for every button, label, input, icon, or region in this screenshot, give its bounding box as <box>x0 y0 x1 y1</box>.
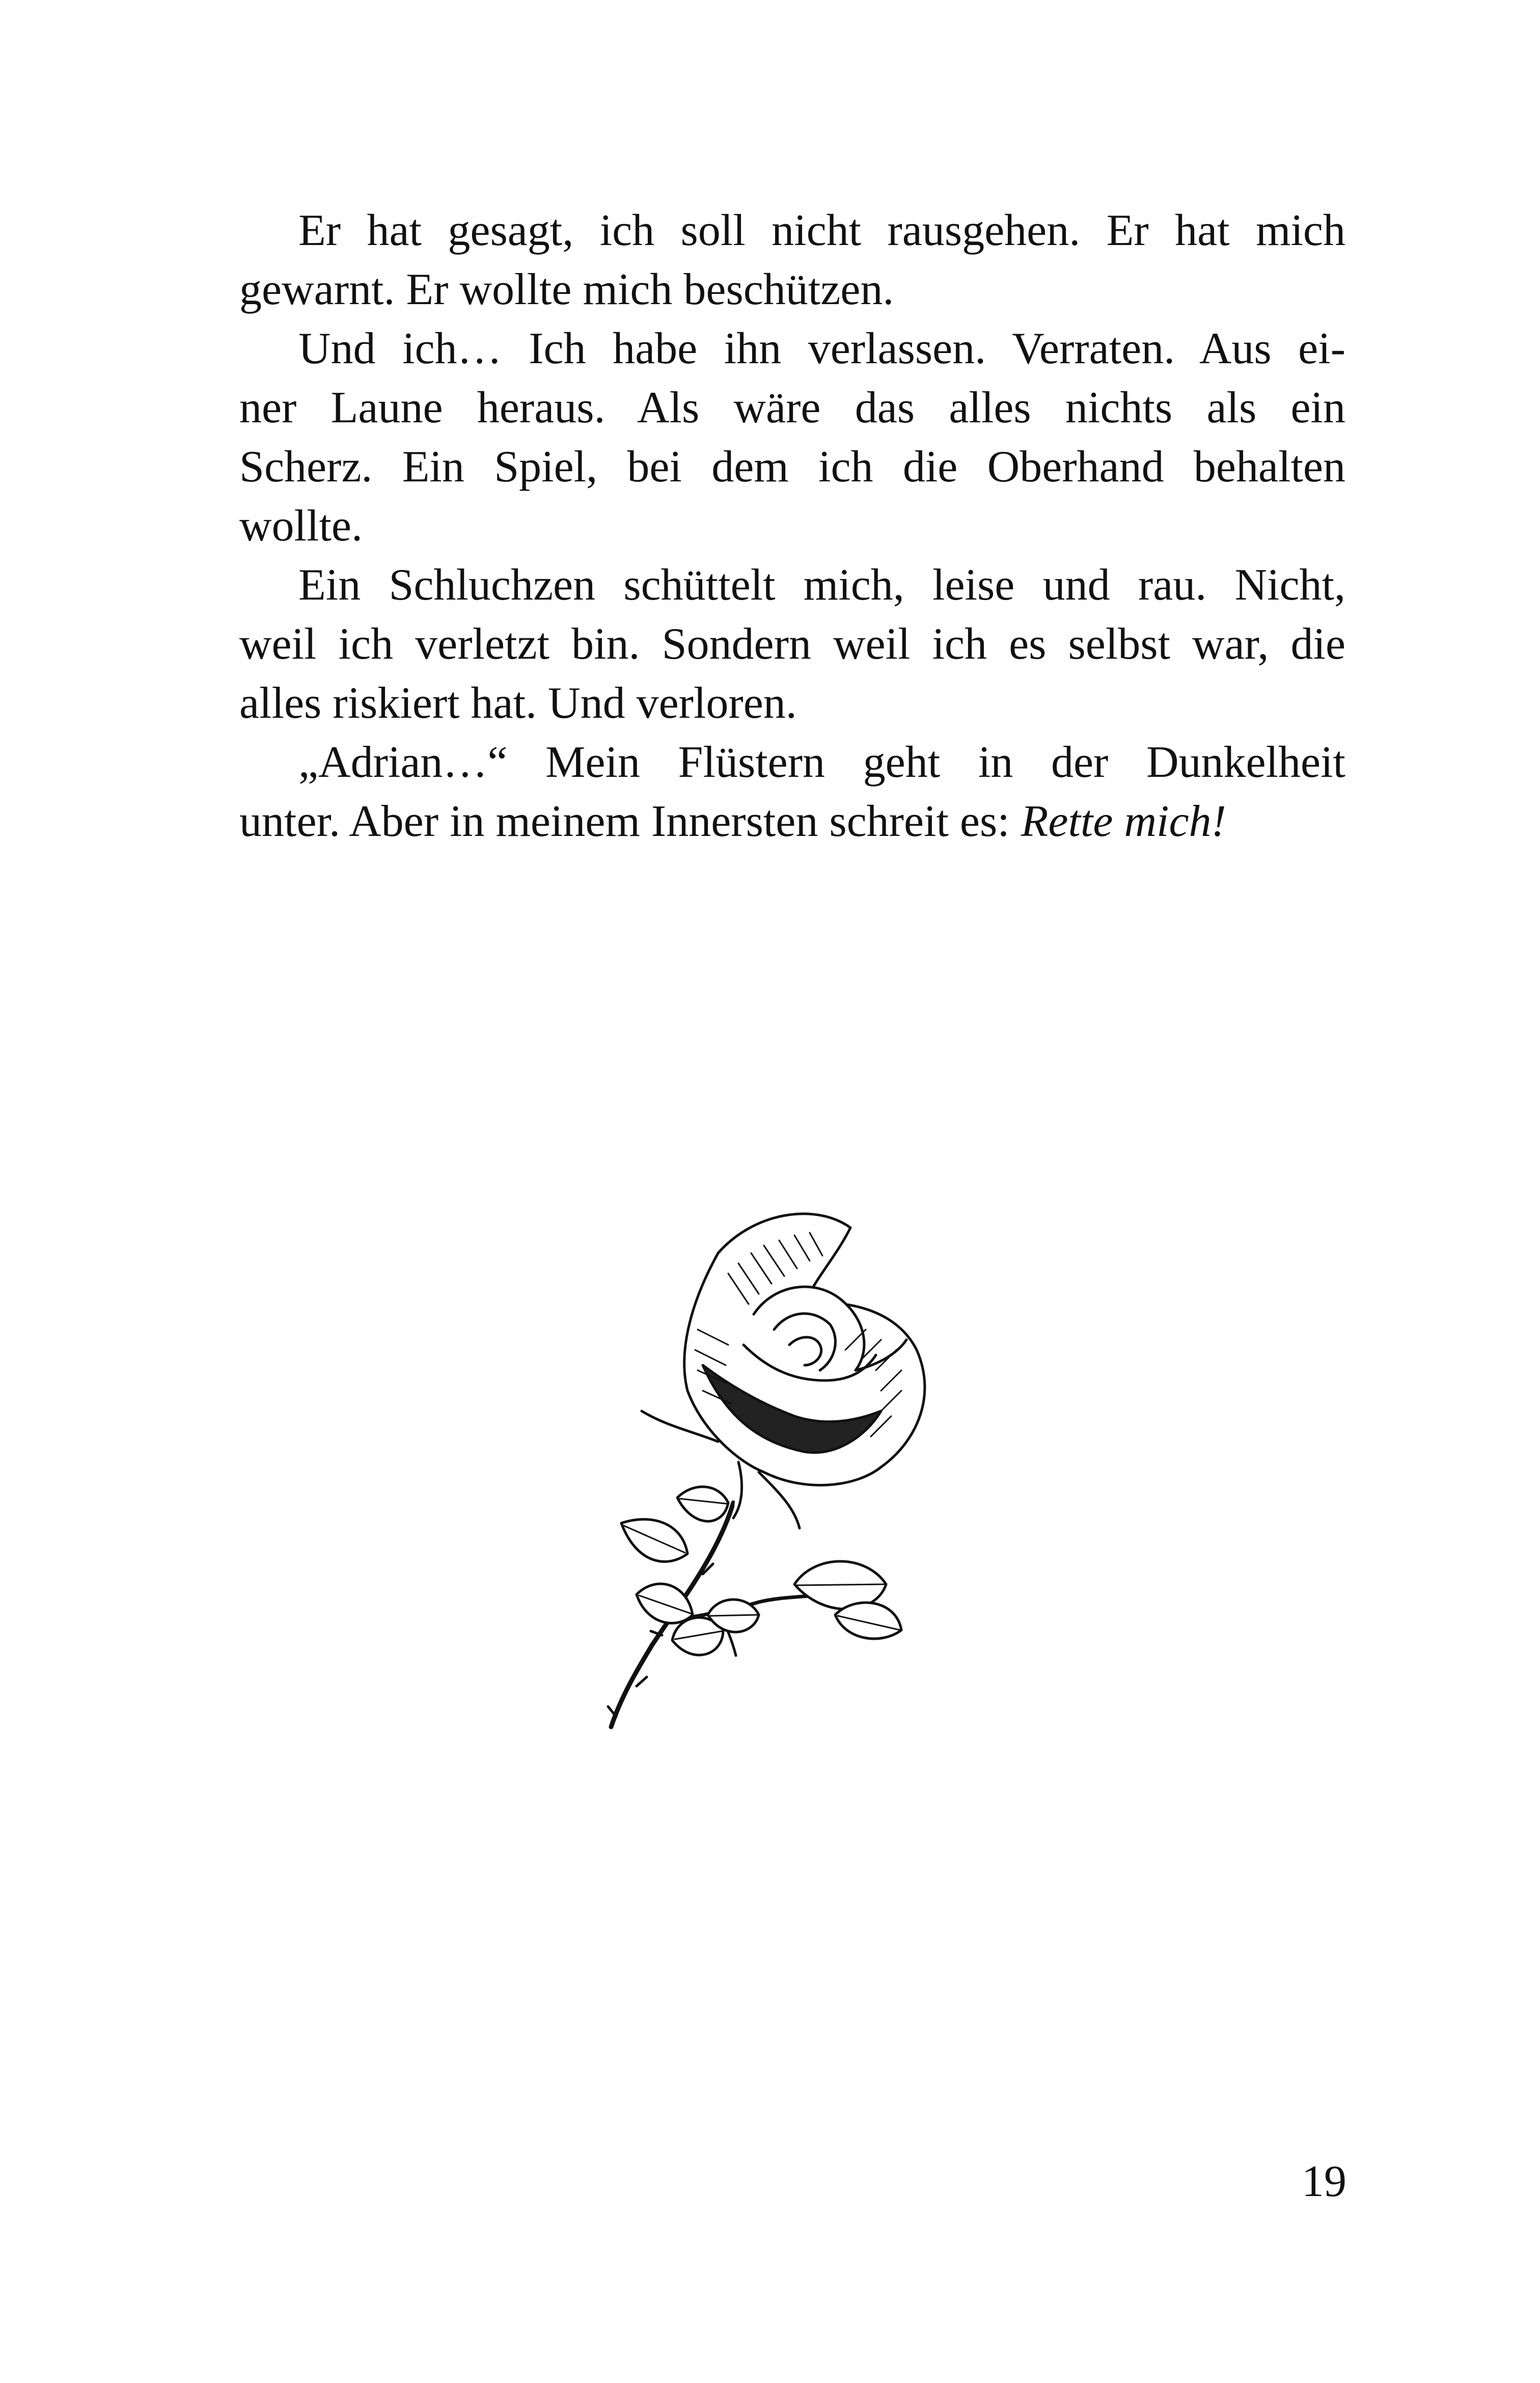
text-line: wollte. <box>239 501 363 551</box>
text-line: Er hat gesagt, ich soll nicht rausgehen. Er hat mich <box>298 206 1345 255</box>
text-line: Ein Schluchzen schüttelt mich, leise und rau. Nicht, <box>298 560 1345 610</box>
text-line: alles riskiert hat. Und verloren. <box>239 679 797 728</box>
rose-illustration <box>550 1197 988 1757</box>
text-line: weil ich verletzt bin. Sondern weil ich es selbst war, die <box>239 619 1345 669</box>
leaf <box>835 1603 901 1639</box>
body-text <box>239 201 1345 851</box>
leaf <box>637 1584 693 1623</box>
text-line-last <box>239 792 1345 851</box>
text-line: ner Laune heraus. Als wäre das alles nichts als ein <box>239 383 1345 432</box>
italic-emphasis: Rette mich! <box>1021 797 1226 846</box>
text-line: Und ich… Ich habe ihn verlassen. Verraten. Aus ei- <box>298 324 1345 373</box>
text-line: gewarnt. Er wollte mich beschützen. <box>239 265 894 314</box>
page-number: 19 <box>1302 2157 1346 2206</box>
leaf <box>677 1487 728 1522</box>
leaf <box>621 1520 688 1562</box>
last-line-text: unter. Aber in meinem Innersten schreit es: <box>239 797 1021 846</box>
text-line: Scherz. Ein Spiel, bei dem ich die Oberhand behalten <box>239 442 1345 492</box>
text-line: „Adrian…“ Mein Flüstern geht in der Dunkelheit <box>298 738 1345 787</box>
